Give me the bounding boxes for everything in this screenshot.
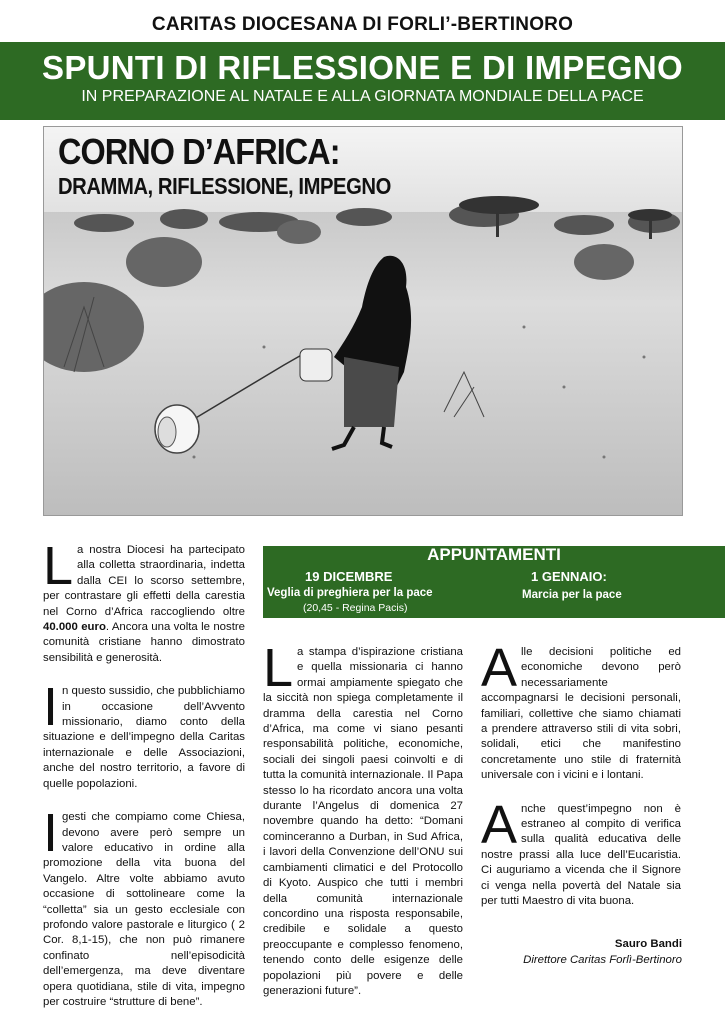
event2-date: 1 GENNAIO: (531, 569, 607, 584)
paragraph-text: gesti che compiamo come Chiesa, devono avere però sempre un valore educativo in ordine alla promozione della vita buona del Vangelo. Altre volte abbiamo avuto occasione di sottolineare come la “colletta” sia un gesto ecclesiale con profondo valore pastorale e liturgico ( 2 Cor. 8,1-15), che non può rimanere confinato nell’episodicità dell’emergenza, ma deve diventare opera quotidiana, stile di vita, impegno per costruire “strutture di bene”. (43, 811, 245, 1008)
cover-photo (43, 126, 683, 516)
bold-amount: 40.000 euro (43, 621, 106, 634)
paragraph (263, 638, 463, 999)
column-left (43, 536, 246, 1028)
drop-cap: I (43, 803, 59, 864)
drop-cap: L (43, 536, 74, 596)
paragraph (43, 803, 245, 1010)
title-banner (0, 42, 725, 120)
paragraph (43, 677, 246, 792)
event1-date: 19 DICEMBRE (305, 569, 393, 584)
paragraph-text: lle decisioni politiche ed economiche devono però necessariamente accompagnarsi le decisioni personali, familiari, collettive che siamo chiamati a prendere attraverso stili di vita sobri, solidali, etici che manifestino concretamente uno stile di fraternità universale con i vicini e i lontani. (481, 646, 681, 782)
event1-detail: (20,45 - Regina Pacis) (303, 602, 408, 614)
photo-subtitle: DRAMMA, RIFLESSIONE, IMPEGNO (58, 173, 391, 199)
paragraph (481, 794, 681, 910)
drop-cap: I (43, 677, 59, 738)
signature-name: Sauro Bandi (614, 938, 682, 950)
paragraph (43, 536, 245, 666)
org-name: CARITAS DIOCESANA DI FORLI’-BERTINORO (151, 14, 574, 35)
drop-cap: L (263, 638, 294, 698)
appointments-box (263, 546, 725, 618)
signature-role: Direttore Caritas Forlì-Bertinoro (523, 954, 682, 966)
event1-title: Veglia di preghiera per la pace (267, 587, 433, 599)
event2-title: Marcia per la pace (522, 589, 622, 601)
drop-cap: A (481, 794, 518, 855)
paragraph-text: a nostra Diocesi ha partecipato alla colletta straordinaria, indetta dalla CEI lo scorso settembre, per contrastare gli effetti della carestia nel Corno d’Africa raccogliendo oltre (43, 544, 245, 618)
photo-title: CORNO D’AFRICA: (58, 131, 340, 172)
paragraph-text: a stampa d’ispirazione cristiana e quella missionaria ci hanno ormai ampiamente spiegato che la siccità non spiega completamente il dramma della carestia nel Corno d’Africa, ma come vi siano pesanti responsabilità politiche, economiche, sociali dei singoli paesi coinvolti e di tutta la comunità internazionale. Il Papa stesso lo ha ricordato ancora una volta durante l’Angelus di domenica 27 novembre quando ha detto: “Domani cominceranno a Durban, in Sud Africa, i lavori della Convenzione dell’ONU sui cambiamenti climatici e del Protocollo di Kyoto. Auspico che tutti i membri della comunità internazionale concordino una risposta responsabile, credibile e solidale a questo preoccupante e complesso fenomeno, tenendo conto delle esigenze delle popolazioni più povere e delle generazioni future”. (263, 646, 463, 997)
paragraph-text: . Ancora una volta le nostre comunità cristiane hanno dimostrato sensibilità e generosità. (43, 621, 245, 664)
page-subtitle: IN PREPARAZIONE AL NATALE E ALLA GIORNATA MONDIALE DELLA PACE (81, 88, 644, 105)
paragraph (481, 638, 681, 784)
column-right (481, 638, 681, 928)
paragraph-text: n questo sussidio, che pubblichiamo in occasione dell’Avvento missionario, diamo conto della situazione e dell’impegno della Caritas internazionale e delle Associazioni, anche del nostro territorio, a favore di quelle popolazioni. (43, 685, 246, 790)
column-middle (263, 638, 463, 1017)
drop-cap: A (481, 638, 518, 698)
paragraph-text: nche quest’impegno non è estraneo al compito di verifica sulla qualità educativa delle nostre prassi alla luce dell’Eucaristia. Ci auguriamo a vicenda che il Signore ci venga nella povertà del Natale sia per tutti Maestro di vita buona. (481, 802, 681, 908)
page-title: SPUNTI DI RIFLESSIONE E DI IMPEGNO (42, 49, 683, 86)
appointments-heading: APPUNTAMENTI (427, 545, 561, 564)
